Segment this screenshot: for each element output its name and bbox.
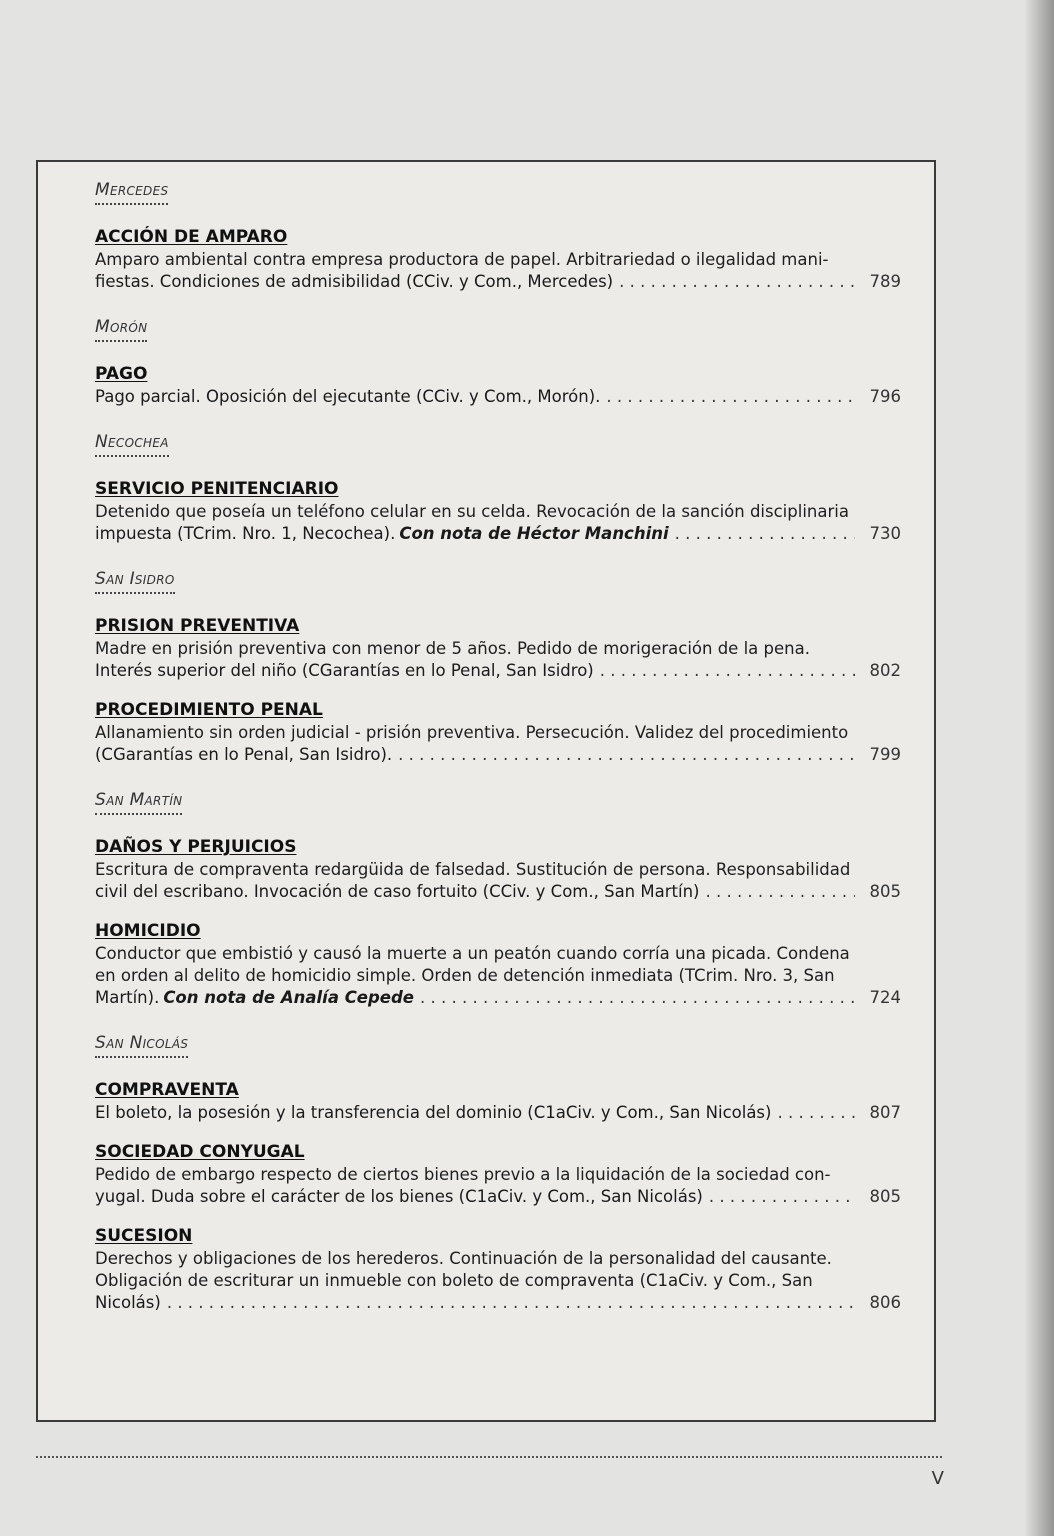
- page-edge-shadow: [1024, 0, 1054, 1536]
- page-ref[interactable]: 796: [869, 387, 901, 406]
- dot-leader: [705, 881, 855, 903]
- dot-leader: [619, 271, 855, 293]
- city-heading: San Isidro: [95, 569, 175, 594]
- entry-topic: PROCEDIMIENTO PENAL: [95, 700, 323, 720]
- city-heading: Necochea: [95, 432, 169, 457]
- page-ref[interactable]: 802: [869, 661, 901, 680]
- dot-leader: [606, 386, 855, 408]
- page-ref[interactable]: 806: [869, 1293, 901, 1312]
- index-entry: [95, 1080, 901, 1124]
- entry-topic: PRISION PREVENTIVA: [95, 616, 300, 636]
- entry-text-line: Obligación de escriturar un inmueble con boleto de compraventa (C1aCiv. y Com., San: [95, 1271, 813, 1290]
- index-content: [95, 180, 901, 1332]
- entry-topic: COMPRAVENTA: [95, 1080, 239, 1100]
- city-heading: San Nicolás: [95, 1033, 188, 1058]
- index-entry: [95, 479, 901, 545]
- dot-leader: [600, 660, 855, 682]
- entry-topic: ACCIÓN DE AMPARO: [95, 227, 288, 247]
- index-entry: [95, 1142, 901, 1208]
- page-ref[interactable]: 799: [869, 745, 901, 764]
- city-heading: San Martín: [95, 790, 182, 815]
- dot-leader: [777, 1102, 855, 1124]
- entry-text-line: Conductor que embistió y causó la muerte a un peatón cuando corría una picada. Condena: [95, 944, 850, 963]
- page-ref[interactable]: 789: [869, 272, 901, 291]
- entry-last-line: [95, 271, 901, 293]
- dot-leader: [675, 523, 855, 545]
- entry-text-last: fiestas. Condiciones de admisibilidad (CCiv. y Com., Mercedes): [95, 272, 614, 291]
- entry-topic: SERVICIO PENITENCIARIO: [95, 479, 339, 499]
- entry-topic: SUCESION: [95, 1226, 193, 1246]
- dot-leader: [398, 744, 855, 766]
- index-box: [36, 160, 936, 1422]
- entry-last-line: [95, 744, 901, 766]
- city-section: [95, 1033, 901, 1314]
- entry-text-last: Interés superior del niño (CGarantías en lo Penal, San Isidro): [95, 661, 594, 680]
- entry-note: Con nota de Héctor Manchini: [399, 524, 669, 543]
- entry-last-line: [95, 386, 901, 408]
- entry-text-last: Pago parcial. Oposición del ejecutante (CCiv. y Com., Morón).: [95, 387, 601, 406]
- page-ref[interactable]: 724: [869, 988, 901, 1007]
- index-entry: [95, 364, 901, 408]
- dot-leader: [420, 987, 855, 1009]
- dot-leader: [167, 1292, 855, 1314]
- entry-text-line: Amparo ambiental contra empresa productora de papel. Arbitrariedad o ilegalidad mani-: [95, 250, 829, 269]
- entry-text-line: en orden al delito de homicidio simple. Orden de detención inmediata (TCrim. Nro. 3, San: [95, 966, 835, 985]
- entry-topic: DAÑOS Y PERJUICIOS: [95, 837, 297, 857]
- index-entry: [95, 1226, 901, 1314]
- entry-text-line: Pedido de embargo respecto de ciertos bienes previo a la liquidación de la sociedad con-: [95, 1165, 831, 1184]
- city-heading: Mercedes: [95, 180, 168, 205]
- entry-text-last: civil del escribano. Invocación de caso fortuito (CCiv. y Com., San Martín): [95, 882, 700, 901]
- entry-text-last: impuesta (TCrim. Nro. 1, Necochea).: [95, 524, 396, 543]
- entry-last-line: [95, 1186, 901, 1208]
- entry-text-last: (CGarantías en lo Penal, San Isidro).: [95, 745, 393, 764]
- index-entry: [95, 700, 901, 766]
- index-entry: [95, 921, 901, 1009]
- entry-text-line: Allanamiento sin orden judicial - prisión preventiva. Persecución. Validez del procedimiento: [95, 723, 849, 742]
- entry-last-line: [95, 523, 901, 545]
- dot-leader: [709, 1186, 855, 1208]
- entry-topic: SOCIEDAD CONYUGAL: [95, 1142, 305, 1162]
- entry-text-last: Nicolás): [95, 1293, 161, 1312]
- entry-text-last: yugal. Duda sobre el carácter de los bienes (C1aCiv. y Com., San Nicolás): [95, 1187, 703, 1206]
- page-number: V: [931, 1468, 944, 1489]
- city-heading: Morón: [95, 317, 147, 342]
- entry-text-line: Derechos y obligaciones de los herederos. Continuación de la personalidad del causante.: [95, 1249, 832, 1268]
- entry-text-line: Detenido que poseía un teléfono celular en su celda. Revocación de la sanción disciplinaria: [95, 502, 849, 521]
- entry-last-line: [95, 1102, 901, 1124]
- city-section: [95, 569, 901, 766]
- index-entry: [95, 616, 901, 682]
- city-section: [95, 790, 901, 1009]
- entry-last-line: [95, 987, 901, 1009]
- city-section: [95, 180, 901, 293]
- bottom-dotted-rule: [36, 1456, 942, 1458]
- entry-topic: HOMICIDIO: [95, 921, 201, 941]
- entry-topic: PAGO: [95, 364, 148, 384]
- entry-text-line: Madre en prisión preventiva con menor de 5 años. Pedido de morigeración de la pena.: [95, 639, 810, 658]
- entry-note: Con nota de Analía Cepede: [163, 988, 415, 1007]
- entry-last-line: [95, 1292, 901, 1314]
- index-entry: [95, 837, 901, 903]
- entry-last-line: [95, 660, 901, 682]
- page-ref[interactable]: 807: [869, 1103, 901, 1122]
- page-ref[interactable]: 805: [869, 882, 901, 901]
- entry-last-line: [95, 881, 901, 903]
- index-entry: [95, 227, 901, 293]
- entry-text-last: El boleto, la posesión y la transferencia del dominio (C1aCiv. y Com., San Nicolás): [95, 1103, 772, 1122]
- entry-text-last: Martín).: [95, 988, 160, 1007]
- entry-text-line: Escritura de compraventa redargüida de falsedad. Sustitución de persona. Responsabilidad: [95, 860, 851, 879]
- page-ref[interactable]: 730: [869, 524, 901, 543]
- page-ref[interactable]: 805: [869, 1187, 901, 1206]
- city-section: [95, 432, 901, 545]
- city-section: [95, 317, 901, 408]
